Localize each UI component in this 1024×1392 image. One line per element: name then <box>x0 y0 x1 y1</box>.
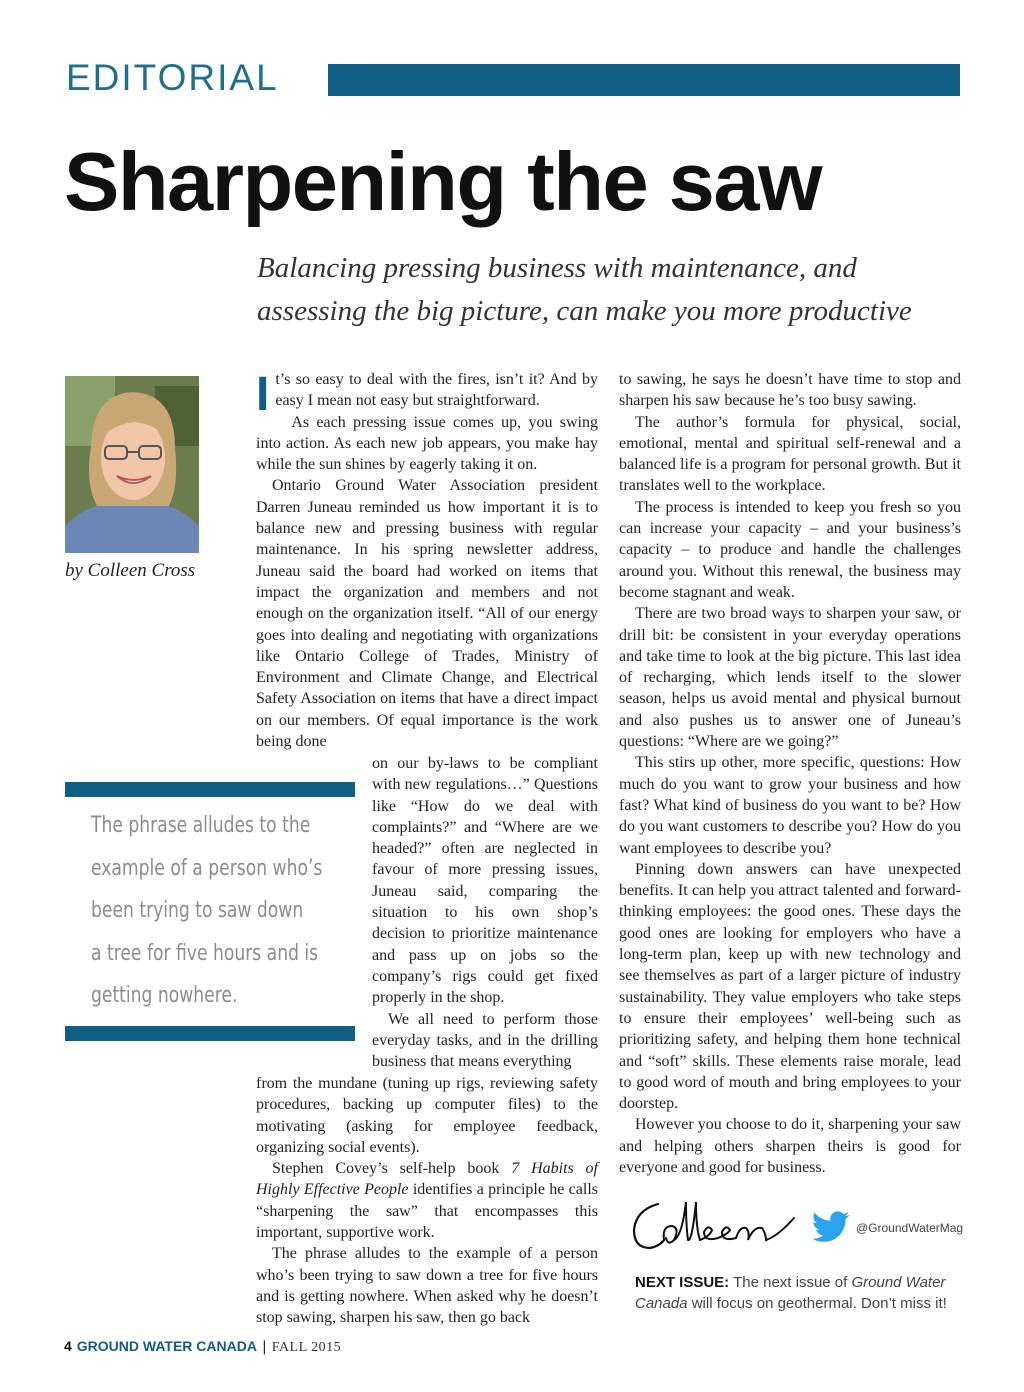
paragraph: There are two broad ways to sharpen your saw, or drill bit: be consistent in your everyday operations and take time to look at the big picture. This last idea of recharging, which lends itself to the slower season, helps us avoid mental and physical burnout and also pushes us to answer one of Juneau’s questions: “Where are we going?” <box>619 605 961 751</box>
headline: Sharpening the saw <box>64 135 822 228</box>
paragraph-text: identifies a principle he calls “sharpening the saw” that encompasses this important, supportive work. <box>256 1181 598 1242</box>
section-label: EDITORIAL <box>66 57 279 98</box>
section-bar <box>328 64 960 96</box>
pull-quote <box>91 805 323 1018</box>
next-issue-note <box>635 1272 955 1314</box>
handwritten-signature <box>628 1196 798 1258</box>
article-column-1-bottom <box>256 1073 598 1329</box>
author-byline: by Colleen Cross <box>65 560 196 581</box>
next-issue-label: NEXT ISSUE: <box>635 1274 730 1291</box>
paragraph: The author’s formula for physical, social, emotional, mental and spiritual self-renewal and a balanced life is a program for personal growth. But it translates well to the workplace. <box>619 413 961 495</box>
paragraph: This stirs up other, more specific, questions: How much do you want to grow your business and how fast? What kind of business do you want to be? How do you want customers to describe you? How do you want employees to describe you? <box>619 754 961 857</box>
paragraph: from the mundane (tuning up rigs, reviewing safety procedures, backing up computer files) to the motivating (asking for employee feedback, organizing social events). <box>256 1075 598 1156</box>
pull-quote-line: example of a person who’s <box>91 855 323 881</box>
twitter-bird-icon <box>812 1211 850 1243</box>
issue-date: FALL 2015 <box>271 1340 342 1355</box>
paragraph: The process is intended to keep you fresh so you can increase your capacity – and your business’s capacity – to produce and handle the challenges around you. Without this renewal, the business may become stagnant and weak. <box>619 498 961 601</box>
paragraph: The phrase alludes to the example of a person who’s been trying to saw down a tree for five hours and is getting nowhere. When asked why he doesn’t stop sawing, sharpen his saw, then go back <box>256 1245 598 1327</box>
pull-quote-line: getting nowhere. <box>91 983 238 1009</box>
author-photo <box>65 376 199 553</box>
paragraph: Pinning down answers can have unexpected benefits. It can help you attract talented and forward-thinking employees: the good ones. These days the good ones are looking for employers who have a long-term plan, keep up with new technology and see themselves as part of a larger picture of industry sustainability. They value employers who take steps to ensure their employees’ well-being such as prioritizing safety, and helping them hone technical and “soft” skills. These elements raise morale, lead to good word of mouth and bring employees to your doorstep. <box>619 860 961 1113</box>
pull-quote-line: The phrase alludes to the <box>91 813 311 838</box>
paragraph: As each pressing issue comes up, you swing into action. As each new job appears, you make hay while the sun shines by eagerly taking it on. <box>256 413 598 474</box>
article-column-1-top <box>256 369 598 752</box>
paragraph-text: Stephen Covey’s self-help book <box>272 1160 512 1178</box>
pullquote-top-bar <box>65 782 355 797</box>
paragraph: on our by-laws to be compliant with new regulations…” Questions like “How do we deal with complaints?” and “Where are we headed?” often are neglected in favour of more pressing issues, Juneau said, comparing the situation to his own shop’s decision to prioritize maintenance and pass up on jobs so the company’s rigs could get fixed properly in the shop. <box>372 755 598 1007</box>
author-portrait-illustration <box>65 376 199 553</box>
footer-separator: | <box>261 1339 267 1355</box>
paragraph <box>256 1158 598 1243</box>
next-issue-text: will focus on geothermal. Don’t miss it! <box>687 1295 947 1312</box>
article-column-1-wrap <box>372 753 598 1072</box>
paragraph: We all need to perform those everyday tasks, and in the drilling business that means everything <box>372 1010 598 1071</box>
magazine-name: GROUND WATER CANADA <box>76 1338 257 1354</box>
pullquote-bottom-bar <box>65 1026 355 1041</box>
next-issue-magazine: Ground Water Canada <box>635 1274 946 1312</box>
twitter-handle: @GroundWaterMag <box>856 1221 964 1235</box>
pull-quote-line: been trying to saw down <box>91 898 304 924</box>
paragraph: However you choose to do it, sharpening your saw and helping others sharpen theirs is good for everyone and good for business. <box>619 1116 961 1176</box>
next-issue-text: The next issue of <box>729 1274 852 1291</box>
pull-quote-line: a tree for five hours and is <box>91 940 319 966</box>
page-number: 4 <box>64 1338 72 1354</box>
article-column-2 <box>619 369 961 1178</box>
paragraph: Ontario Ground Water Association president Darren Juneau reminded us how important it is to balance new and pressing business with regular maintenance. In his spring newsletter address, Juneau said the board had worked on items that impact the organization and members and not enough on the organization itself. “All of our energy goes into dealing and negotiating with organizations like Ontario College of Trades, Ministry of Environment and Climate Change, and Electrical Safety Association on items that have a direct impact on our members. Of equal importance is the work being done <box>256 477 598 751</box>
book-title: 7 Habits of Highly Effective People <box>256 1160 599 1199</box>
page-footer <box>64 1338 341 1356</box>
deck: Balancing pressing business with maintenance, and assessing the big picture, can make you more productive <box>257 252 912 327</box>
paragraph: to sawing, he says he doesn’t have time to stop and sharpen his saw because he’s too busy sawing. <box>619 371 961 410</box>
drop-cap: I <box>256 368 270 421</box>
paragraph: t’s so easy to deal with the fires, isn’t it? And by easy I mean not easy but straightforward. <box>275 371 598 410</box>
